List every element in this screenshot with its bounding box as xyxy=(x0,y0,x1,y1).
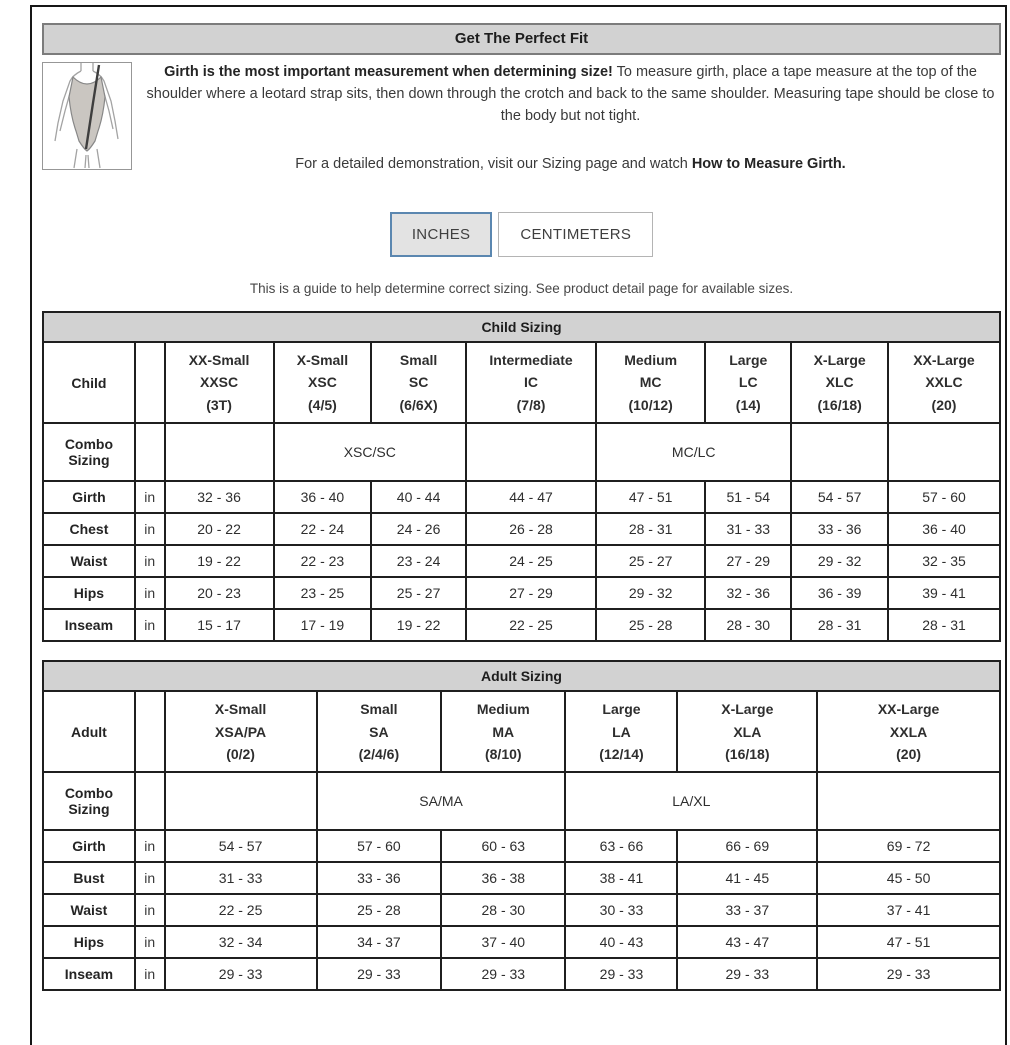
page-title-text: Get The Perfect Fit xyxy=(454,30,589,47)
size-value-cell: 29 - 33 xyxy=(165,958,317,990)
centimeters-button[interactable]: CENTIMETERS xyxy=(498,212,653,257)
size-value-cell: 22 - 25 xyxy=(466,609,596,641)
table-row xyxy=(43,609,1000,641)
size-value-cell: 28 - 30 xyxy=(441,894,565,926)
size-value-cell: 33 - 36 xyxy=(317,862,441,894)
child-sizing-table xyxy=(42,311,1001,642)
size-column-header xyxy=(677,691,817,772)
unit-cell: in xyxy=(135,926,165,958)
size-value-cell: 29 - 33 xyxy=(677,958,817,990)
unit-cell: in xyxy=(135,481,165,513)
intro-section xyxy=(42,62,1001,176)
size-value-cell: 31 - 33 xyxy=(705,513,791,545)
size-value-cell: 39 - 41 xyxy=(888,577,1000,609)
size-column-code: XXLA xyxy=(889,723,928,740)
measurement-label: Chest xyxy=(43,513,135,545)
size-value-cell: 36 - 38 xyxy=(441,862,565,894)
size-column-code: LA xyxy=(612,723,631,740)
page-frame xyxy=(30,5,1007,1045)
unit-header-cell xyxy=(135,342,165,423)
size-value-cell: 57 - 60 xyxy=(317,830,441,862)
page-title xyxy=(42,23,1001,55)
size-value-cell: 33 - 36 xyxy=(791,513,888,545)
table-row xyxy=(43,342,1000,423)
size-column-sizes: (2/4/6) xyxy=(358,745,400,762)
size-column-header xyxy=(466,342,596,423)
size-value-cell: 24 - 25 xyxy=(466,545,596,577)
size-column-header xyxy=(565,691,677,772)
size-value-cell: 38 - 41 xyxy=(565,862,677,894)
size-value-cell: 22 - 23 xyxy=(274,545,372,577)
size-column-header xyxy=(274,342,372,423)
combo-cell: SA/MA xyxy=(317,772,566,830)
demo-note-text: For a detailed demonstration, visit our Sizing page and watch xyxy=(295,156,692,173)
combo-cell xyxy=(165,423,274,481)
size-column-header xyxy=(441,691,565,772)
size-value-cell: 34 - 37 xyxy=(317,926,441,958)
size-value-cell: 57 - 60 xyxy=(888,481,1000,513)
unit-cell: in xyxy=(135,513,165,545)
size-value-cell: 27 - 29 xyxy=(705,545,791,577)
size-column-header xyxy=(165,342,274,423)
size-value-cell: 47 - 51 xyxy=(817,926,1000,958)
size-value-cell: 31 - 33 xyxy=(165,862,317,894)
size-value-cell: 32 - 36 xyxy=(705,577,791,609)
unit-cell: in xyxy=(135,609,165,641)
size-value-cell: 23 - 24 xyxy=(371,545,466,577)
table-row xyxy=(43,481,1000,513)
size-column-code: LC xyxy=(738,374,758,391)
size-column-code: XLC xyxy=(825,374,854,391)
size-column-name: X-Large xyxy=(813,352,866,368)
size-column-header xyxy=(165,691,317,772)
measurement-label: Waist xyxy=(43,894,135,926)
combo-cell: MC/LC xyxy=(596,423,791,481)
size-value-cell: 37 - 40 xyxy=(441,926,565,958)
size-value-cell: 54 - 57 xyxy=(165,830,317,862)
size-value-cell: 28 - 30 xyxy=(705,609,791,641)
table-row xyxy=(43,577,1000,609)
size-column-sizes: (4/5) xyxy=(308,396,337,413)
combo-cell xyxy=(817,772,1000,830)
size-value-cell: 28 - 31 xyxy=(596,513,705,545)
size-column-code: XLA xyxy=(733,723,762,740)
measurement-label: Hips xyxy=(43,926,135,958)
combo-cell xyxy=(466,423,596,481)
size-value-cell: 17 - 19 xyxy=(274,609,372,641)
group-label: Adult xyxy=(43,691,135,772)
size-column-name: Small xyxy=(360,701,398,718)
intro-text-block xyxy=(132,62,1001,176)
size-value-cell: 43 - 47 xyxy=(677,926,817,958)
size-value-cell: 51 - 54 xyxy=(705,481,791,513)
unit-cell xyxy=(135,423,165,481)
unit-header-cell xyxy=(135,691,165,772)
unit-toggle xyxy=(42,212,1001,257)
size-value-cell: 69 - 72 xyxy=(817,830,1000,862)
size-column-code: SC xyxy=(408,374,429,391)
size-value-cell: 15 - 17 xyxy=(165,609,274,641)
unit-cell: in xyxy=(135,545,165,577)
size-column-name: Small xyxy=(399,352,438,368)
size-value-cell: 29 - 32 xyxy=(596,577,705,609)
unit-cell: in xyxy=(135,862,165,894)
size-column-sizes: (7/8) xyxy=(516,396,546,413)
size-value-cell: 32 - 35 xyxy=(888,545,1000,577)
table-row xyxy=(43,830,1000,862)
table-row xyxy=(43,661,1000,691)
size-column-name: X-Large xyxy=(721,701,774,718)
size-value-cell: 28 - 31 xyxy=(791,609,888,641)
size-column-name: XX-Large xyxy=(877,701,940,718)
size-column-name: XX-Large xyxy=(913,352,975,368)
size-value-cell: 40 - 44 xyxy=(371,481,466,513)
size-value-cell: 23 - 25 xyxy=(274,577,372,609)
size-column-header xyxy=(791,342,888,423)
size-column-sizes: (0/2) xyxy=(226,745,255,762)
unit-cell: in xyxy=(135,830,165,862)
size-value-cell: 25 - 28 xyxy=(596,609,705,641)
size-column-sizes: (16/18) xyxy=(817,396,862,413)
size-column-header xyxy=(596,342,705,423)
size-value-cell: 19 - 22 xyxy=(165,545,274,577)
combo-cell: XSC/SC xyxy=(274,423,466,481)
size-value-cell: 44 - 47 xyxy=(466,481,596,513)
girth-instructions-bold: Girth is the most important measurement when determining size! xyxy=(164,64,613,80)
size-value-cell: 36 - 40 xyxy=(274,481,372,513)
size-value-cell: 20 - 22 xyxy=(165,513,274,545)
table-row xyxy=(43,926,1000,958)
size-value-cell: 45 - 50 xyxy=(817,862,1000,894)
size-column-name: X-Small xyxy=(296,352,349,368)
size-value-cell: 54 - 57 xyxy=(791,481,888,513)
size-value-cell: 60 - 63 xyxy=(441,830,565,862)
size-value-cell: 27 - 29 xyxy=(466,577,596,609)
size-column-name: X-Small xyxy=(214,701,267,718)
table-title: Child Sizing xyxy=(43,312,1000,342)
measurement-label: Inseam xyxy=(43,958,135,990)
table-row xyxy=(43,772,1000,830)
table-row xyxy=(43,513,1000,545)
size-value-cell: 29 - 33 xyxy=(817,958,1000,990)
size-value-cell: 29 - 33 xyxy=(565,958,677,990)
size-value-cell: 32 - 34 xyxy=(165,926,317,958)
size-value-cell: 36 - 39 xyxy=(791,577,888,609)
measurement-label: Girth xyxy=(43,830,135,862)
table-row xyxy=(43,894,1000,926)
size-value-cell: 24 - 26 xyxy=(371,513,466,545)
size-value-cell: 29 - 33 xyxy=(317,958,441,990)
size-column-code: XXLC xyxy=(925,374,963,391)
size-column-sizes: (14) xyxy=(735,396,761,413)
table-row xyxy=(43,691,1000,772)
sizing-guide-note: This is a guide to help determine correct sizing. See product detail page for available sizes. xyxy=(249,281,794,296)
table-row xyxy=(43,423,1000,481)
size-column-code: XXSC xyxy=(200,374,239,391)
size-value-cell: 22 - 24 xyxy=(274,513,372,545)
size-column-name: Medium xyxy=(624,352,678,368)
measurement-label: Waist xyxy=(43,545,135,577)
girth-instructions xyxy=(142,62,999,127)
measurement-label: Inseam xyxy=(43,609,135,641)
combo-cell xyxy=(791,423,888,481)
size-value-cell: 36 - 40 xyxy=(888,513,1000,545)
combo-sizing-label: Combo Sizing xyxy=(43,772,135,830)
size-value-cell: 47 - 51 xyxy=(596,481,705,513)
measurement-label: Bust xyxy=(43,862,135,894)
table-row xyxy=(43,545,1000,577)
size-value-cell: 22 - 25 xyxy=(165,894,317,926)
size-column-code: MC xyxy=(639,374,662,391)
size-value-cell: 19 - 22 xyxy=(371,609,466,641)
size-column-name: Large xyxy=(602,701,641,718)
size-column-sizes: (10/12) xyxy=(628,396,673,413)
size-value-cell: 66 - 69 xyxy=(677,830,817,862)
combo-sizing-label: Combo Sizing xyxy=(43,423,135,481)
size-column-code: XSA/PA xyxy=(215,723,267,740)
size-value-cell: 25 - 28 xyxy=(317,894,441,926)
combo-cell xyxy=(165,772,317,830)
size-column-sizes: (20) xyxy=(896,745,922,762)
size-value-cell: 29 - 32 xyxy=(791,545,888,577)
table-row xyxy=(43,312,1000,342)
unit-cell: in xyxy=(135,958,165,990)
size-value-cell: 33 - 37 xyxy=(677,894,817,926)
size-column-sizes: (3T) xyxy=(206,396,232,413)
size-column-header xyxy=(817,691,1000,772)
size-column-code: IC xyxy=(524,374,539,391)
size-value-cell: 28 - 31 xyxy=(888,609,1000,641)
size-value-cell: 25 - 27 xyxy=(371,577,466,609)
size-column-code: SA xyxy=(369,723,389,740)
size-column-sizes: (6/6X) xyxy=(399,396,438,413)
size-column-name: Large xyxy=(729,352,768,368)
size-value-cell: 30 - 33 xyxy=(565,894,677,926)
size-value-cell: 41 - 45 xyxy=(677,862,817,894)
combo-cell xyxy=(888,423,1000,481)
size-column-header xyxy=(888,342,1000,423)
unit-cell: in xyxy=(135,894,165,926)
size-value-cell: 25 - 27 xyxy=(596,545,705,577)
group-label: Child xyxy=(43,342,135,423)
size-value-cell: 32 - 36 xyxy=(165,481,274,513)
unit-cell xyxy=(135,772,165,830)
size-column-name: Intermediate xyxy=(489,352,573,368)
measurement-label: Girth xyxy=(43,481,135,513)
size-column-name: Medium xyxy=(476,701,530,718)
size-value-cell: 63 - 66 xyxy=(565,830,677,862)
table-title: Adult Sizing xyxy=(43,661,1000,691)
table-row xyxy=(43,862,1000,894)
unit-cell: in xyxy=(135,577,165,609)
measurement-label: Hips xyxy=(43,577,135,609)
size-column-sizes: (16/18) xyxy=(725,745,770,762)
size-column-header xyxy=(317,691,441,772)
size-value-cell: 37 - 41 xyxy=(817,894,1000,926)
combo-cell: LA/XL xyxy=(565,772,817,830)
size-column-sizes: (20) xyxy=(931,396,957,413)
size-column-code: MA xyxy=(492,723,515,740)
size-value-cell: 40 - 43 xyxy=(565,926,677,958)
leotard-girth-figure-icon xyxy=(42,62,132,170)
size-column-code: XSC xyxy=(308,374,337,391)
adult-sizing-table xyxy=(42,660,1001,991)
size-column-name: XX-Small xyxy=(188,352,250,368)
size-column-sizes: (8/10) xyxy=(484,745,522,762)
demo-note xyxy=(142,154,999,176)
size-column-header xyxy=(705,342,791,423)
demo-note-bold: How to Measure Girth. xyxy=(691,156,846,173)
size-column-sizes: (12/14) xyxy=(599,745,644,762)
size-value-cell: 20 - 23 xyxy=(165,577,274,609)
size-column-header xyxy=(371,342,466,423)
inches-button[interactable]: INCHES xyxy=(390,212,492,257)
girth-instructions-rest: To measure girth, place a tape measure at the top of the shoulder where a leotard strap sits, then down through the crotch and back to the same shoulder. Measuring tape should be close to the body but not tight. xyxy=(146,64,995,124)
size-value-cell: 26 - 28 xyxy=(466,513,596,545)
size-value-cell: 29 - 33 xyxy=(441,958,565,990)
table-row xyxy=(43,958,1000,990)
